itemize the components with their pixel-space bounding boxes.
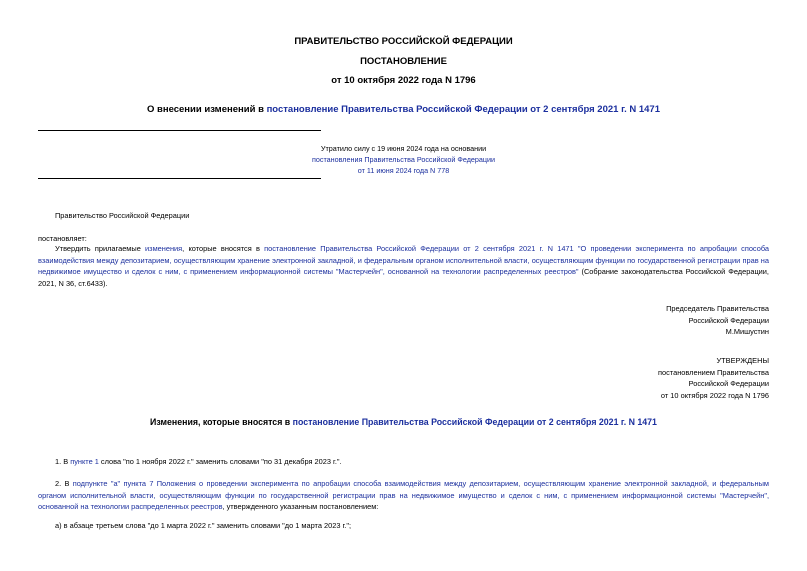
changes-title-decree-link[interactable]: постановление Правительства Российской Федерации от 2 сентября 2021 г. N 1471	[292, 417, 657, 427]
signature-position-2: Российской Федерации	[688, 315, 769, 325]
approved-block	[658, 355, 769, 401]
change-item-2-text-a: 2. В	[55, 479, 73, 488]
bottom-divider	[38, 178, 321, 179]
expiry-decree-link[interactable]: постановления Правительства Российской Федерации	[311, 155, 496, 164]
top-divider	[38, 130, 321, 131]
decides-label: постановляет:	[38, 234, 87, 243]
signature-block	[666, 303, 769, 338]
change-item-2	[38, 478, 769, 513]
document-title	[0, 104, 807, 115]
title-decree-link[interactable]: постановление Правительства Российской Федерации от 2 сентября 2021 г. N 1471	[266, 104, 661, 115]
changes-link[interactable]: изменения	[145, 244, 183, 253]
approved-line-2: постановлением Правительства	[658, 367, 769, 377]
main-paragraph-text-c: (Собрание законодательства Российской Федерации, 2021, N 36, ст.6433).	[38, 267, 769, 288]
main-paragraph-text-b: , которые вносятся в	[182, 244, 265, 253]
document-title-prefix: О внесении изменений в	[146, 104, 267, 115]
main-paragraph-text-a: Утвердить прилагаемые	[55, 244, 146, 253]
government-heading: ПРАВИТЕЛЬСТВО РОССИЙСКОЙ ФЕДЕРАЦИИ	[294, 36, 513, 47]
expiry-notice-text: Утратило силу с 19 июня 2024 года на основании	[320, 144, 487, 153]
approved-date: от 10 октября 2022 года N 1796	[660, 390, 769, 400]
decree-1471-link[interactable]: постановление Правительства Российской Федерации от 2 сентября 2021 г. N 1471 "О проведении эксперимента по апробации способа взаимодействия между депозитарием, осуществляющим хранение электронной закладной, и федеральным органом исполнительной власти, осуществляющим функции по государственной регистрации прав на недвижимое имущество и сделок с ним, с применением информационной системы "Мастерчейн", основанной на технологии распределенных реестров"	[38, 244, 769, 277]
document-type: ПОСТАНОВЛЕНИЕ	[360, 56, 447, 67]
change-item-2-text-b: , утвержденного указанным постановлением:	[222, 502, 379, 512]
approved-line-3: Российской Федерации	[688, 379, 769, 389]
expiry-decree-date-link[interactable]: от 11 июня 2024 года N 778	[357, 166, 450, 175]
changes-title-prefix: Изменения, которые вносятся в	[150, 417, 293, 427]
point-1-link[interactable]: пункте 1	[70, 457, 99, 466]
subpoint-7a-link[interactable]: подпункте "а" пункта 7 Положения о проведении эксперимента по апробации способа взаимодействия между депозитарием, осуществляющим хранение электронной закладной, и федеральным органом исполнительной власти, осуществляющим функции по государственной регистрации прав на недвижимое имущество и сделок с ним, с применением информационной системы "Мастерчейн", основанной на технологии распределенных реестров	[38, 479, 769, 512]
change-item-1	[55, 456, 342, 468]
document-date-number: от 10 октября 2022 года N 1796	[331, 75, 476, 86]
signature-name: М.Мишустин	[725, 327, 769, 337]
change-item-1-text-b: слова "по 1 ноября 2022 г." заменить словами "по 31 декабря 2023 г.".	[98, 457, 342, 466]
change-item-1-text-a: 1. В	[55, 457, 71, 466]
change-item-2a: а) в абзаце третьем слова "до 1 марта 2022 г." заменить словами "до 1 марта 2023 г.";	[55, 521, 352, 530]
approved-heading: УТВЕРЖДЕНЫ	[716, 356, 769, 365]
main-paragraph	[38, 243, 769, 289]
changes-title	[0, 417, 807, 427]
expiry-notice	[200, 143, 607, 176]
government-subject: Правительство Российской Федерации	[55, 211, 190, 220]
signature-position: Председатель Правительства	[666, 304, 769, 313]
